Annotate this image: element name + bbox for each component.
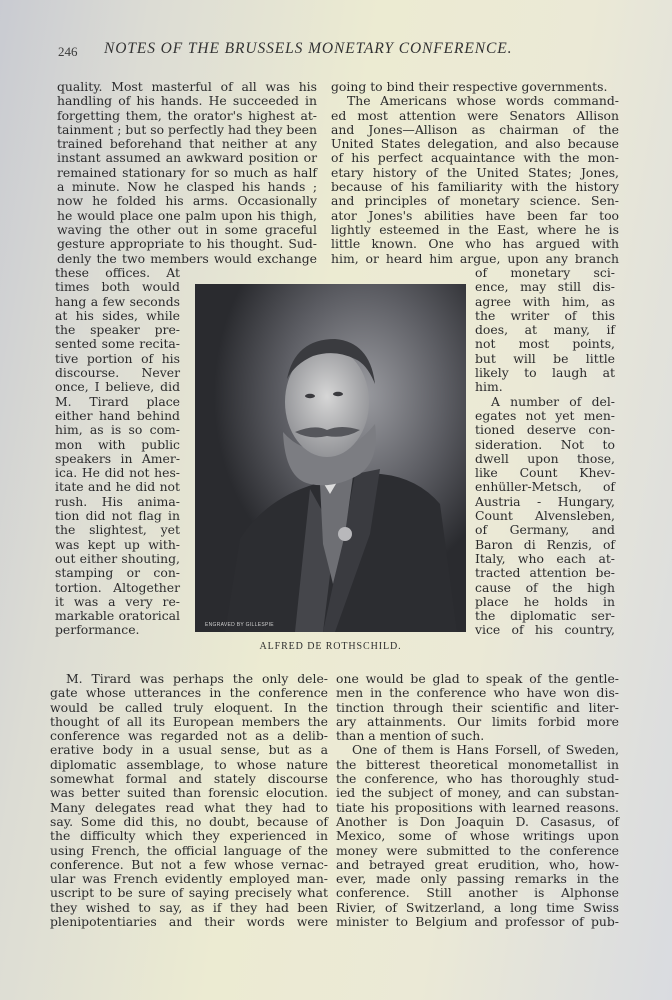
text-line: Austria - Hungary, xyxy=(475,493,615,509)
text-line: rush. His anima- xyxy=(55,493,180,509)
text-line: egates not yet men- xyxy=(475,407,615,423)
text-line: place he holds in xyxy=(475,593,615,609)
text-line: ied the subject of money, and can substan- xyxy=(336,785,619,801)
text-line: and principles of monetary science. Sen- xyxy=(331,193,619,209)
text-line: because of his familiarity with the history xyxy=(331,179,619,195)
text-line: going to bind their respective governments. xyxy=(331,79,608,94)
text-line: gate whose utterances in the conference xyxy=(50,685,328,701)
text-line: gesture appropriate to his thought. Sud- xyxy=(57,236,317,252)
text-line: like Count Khev- xyxy=(475,465,615,481)
running-title: NOTES OF THE BRUSSELS MONETARY CONFERENCE. xyxy=(104,40,513,57)
text-line: M. Tirard place xyxy=(55,393,180,409)
text-line: One of them is Hans Forsell, of Sweden, xyxy=(352,742,619,758)
figure-caption: ALFRED DE ROTHSCHILD. xyxy=(259,641,402,652)
text-line: of Germany, and xyxy=(475,522,615,538)
left-column-narrow xyxy=(55,266,180,638)
right-column-bottom xyxy=(336,672,619,929)
text-line: A number of del- xyxy=(491,393,615,409)
right-column-narrow xyxy=(475,266,615,638)
text-line: the conference, who has thoroughly stud- xyxy=(336,771,619,787)
text-line: M. Tirard was perhaps the only dele- xyxy=(66,671,328,686)
text-line: ence, may still dis- xyxy=(475,279,615,295)
text-line: sented some recita- xyxy=(55,336,180,352)
left-column-top xyxy=(57,80,317,266)
text-line: The Americans whose words command- xyxy=(347,93,619,109)
portrait-engraving xyxy=(195,284,466,632)
text-line: waving the other out in some graceful xyxy=(57,221,317,237)
text-line: the slightest, yet xyxy=(55,522,180,538)
text-line: ular was French evidently employed man- xyxy=(50,871,328,887)
text-line: hang a few seconds xyxy=(55,293,180,309)
text-line: cause of the high xyxy=(475,579,615,595)
text-line: denly the two members would exchange xyxy=(57,250,317,266)
eye-left xyxy=(305,394,315,398)
text-line: conference was regarded not as a delib- xyxy=(50,728,328,744)
text-line: tracted attention be- xyxy=(475,565,615,581)
text-line: the speaker pre- xyxy=(55,322,180,338)
text-line: they wished to say, as if they had been xyxy=(50,899,328,915)
text-line: either hand behind xyxy=(55,407,180,423)
text-line: lightly esteemed in the East, where he is xyxy=(331,221,619,237)
text-line: tioned deserve con- xyxy=(475,422,615,438)
text-line: tainment ; but so perfectly had they been xyxy=(57,121,317,137)
text-line: him, or heard him argue, upon any branch xyxy=(331,250,619,266)
text-line: diplomatic assemblage, to whose nature xyxy=(50,756,328,772)
engraver-signature: ENGRAVED BY GILLESPIE xyxy=(205,622,274,628)
right-column-top xyxy=(331,80,619,266)
text-line: would be called truly eloquent. In the xyxy=(50,699,328,715)
text-line: uscript to be sure of saying precisely what xyxy=(50,885,328,901)
text-line: conference. Still another is Alphonse xyxy=(336,885,619,901)
text-line: money were submitted to the conference xyxy=(336,842,619,858)
text-line: now he folded his arms. Occasionally xyxy=(57,193,317,209)
text-line: the difficulty which they experienced in xyxy=(50,828,328,844)
page-number: 246 xyxy=(58,44,78,59)
text-line: minister to Belgium and professor of pub- xyxy=(336,914,619,930)
text-line: erative body in a usual sense, but as a xyxy=(50,742,328,758)
text-line: Another is Don Joaquin D. Casasus, of xyxy=(336,813,619,829)
text-line: out either shouting, xyxy=(55,550,180,566)
text-line: him. xyxy=(475,379,503,395)
text-line: does, at many, if xyxy=(475,322,615,338)
text-line: ever, made only passing remarks in the xyxy=(336,871,619,887)
text-line: conference. But not a few whose vernac- xyxy=(50,856,328,872)
text-line: than a mention of such. xyxy=(336,728,485,744)
text-line: Baron di Renzis, of xyxy=(475,536,615,552)
text-line: but will be little xyxy=(475,350,615,366)
text-line: tive portion of his xyxy=(55,350,180,366)
text-line: mon with public xyxy=(55,436,180,452)
text-line: not most points, xyxy=(475,336,615,352)
text-line: using French, the official language of the xyxy=(50,842,328,858)
text-line: forgetting them, the orator's highest at- xyxy=(57,107,317,123)
text-line: of his perfect acquaintance with the mon- xyxy=(331,150,619,166)
text-line: the bitterest theoretical monometallist in xyxy=(336,756,619,772)
text-line: say. Some did this, no doubt, because of xyxy=(50,813,328,829)
text-line: somewhat formal and stately discourse xyxy=(50,771,328,787)
text-line: speakers in Amer- xyxy=(55,450,180,466)
text-line: and betrayed great erudition, who, how- xyxy=(336,856,619,872)
text-line: stamping or con- xyxy=(55,565,180,581)
text-line: thought of all its European members the xyxy=(50,713,328,729)
text-line: markable oratorical xyxy=(55,608,180,624)
text-line: and Jones—Allison as chairman of the xyxy=(331,121,619,137)
text-line: the writer of this xyxy=(475,307,615,323)
text-line: United States delegation, and also because xyxy=(331,136,619,152)
text-line: a minute. Now he clasped his hands ; xyxy=(57,179,317,195)
text-line: times both would xyxy=(55,279,180,295)
text-line: ator Jones's abilities have been far too xyxy=(331,207,619,223)
eye-right xyxy=(333,392,343,396)
boutonniere xyxy=(338,527,352,541)
text-line: trained beforehand that neither at any xyxy=(57,136,317,152)
text-line: Many delegates read what they had to xyxy=(50,799,328,815)
text-line: one would be glad to speak of the gentle- xyxy=(336,671,619,686)
text-line: discourse. Never xyxy=(55,365,180,381)
text-line: it was a very re- xyxy=(55,593,180,609)
text-line: at his sides, while xyxy=(55,307,180,323)
text-line: sideration. Not to xyxy=(475,436,615,452)
text-line: Rivier, of Switzerland, a long time Swiss xyxy=(336,899,619,915)
text-line: tiate his propositions with learned reasons. xyxy=(336,799,619,815)
text-line: instant assumed an awkward position or xyxy=(57,150,317,166)
text-line: tortion. Altogether xyxy=(55,579,180,595)
text-line: enhüller-Metsch, of xyxy=(475,479,615,495)
text-line: him, as is so com- xyxy=(55,422,180,438)
text-line: ica. He did not hes- xyxy=(55,465,180,481)
text-line: tinction through their scientific and liter- xyxy=(336,699,619,715)
text-line: remained stationary for so much as half xyxy=(57,164,317,180)
text-line: was kept up with- xyxy=(55,536,180,552)
text-line: tion did not flag in xyxy=(55,508,180,524)
text-line: vice of his country, xyxy=(475,622,615,638)
text-line: itate and he did not xyxy=(55,479,180,495)
text-line: handling of his hands. He succeeded in xyxy=(57,93,317,109)
text-line: ary attainments. Our limits forbid more xyxy=(336,713,619,729)
text-line: etary history of the United States; Jones, xyxy=(331,164,619,180)
text-line: Italy, who each at- xyxy=(475,550,615,566)
text-line: quality. Most masterful of all was his xyxy=(57,79,317,94)
text-line: he would place one palm upon his thigh, xyxy=(57,207,317,223)
portrait-illustration xyxy=(195,284,466,632)
text-line: Count Alvensleben, xyxy=(475,508,615,524)
text-line: plenipotentiaries and their words were xyxy=(50,914,328,930)
left-column-bottom xyxy=(50,672,328,929)
text-line: ed most attention were Senators Allison xyxy=(331,107,619,123)
running-head xyxy=(58,40,618,62)
text-line: little known. One who has argued with xyxy=(331,236,619,252)
text-line: performance. xyxy=(55,622,140,638)
text-line: of monetary sci- xyxy=(475,265,615,280)
text-line: Mexico, some of whose writings upon xyxy=(336,828,619,844)
text-line: these offices. At xyxy=(55,265,180,280)
text-line: men in the conference who have won dis- xyxy=(336,685,619,701)
text-line: dwell upon those, xyxy=(475,450,615,466)
text-line: was better suited than forensic elocution. xyxy=(50,785,328,801)
text-line: once, I believe, did xyxy=(55,379,180,395)
text-line: likely to laugh at xyxy=(475,365,615,381)
text-line: the diplomatic ser- xyxy=(475,608,615,624)
text-line: agree with him, as xyxy=(475,293,615,309)
